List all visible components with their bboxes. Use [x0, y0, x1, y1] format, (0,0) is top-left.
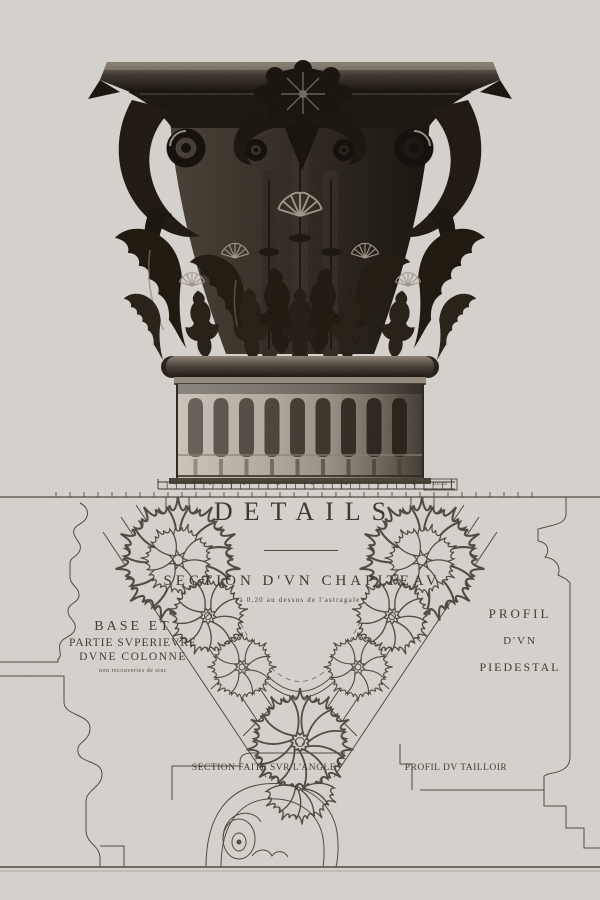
left-caption-line2: PARTIE SVPERIEVRE — [68, 637, 198, 649]
left-caption-note: non recouvertes de stuc — [99, 668, 167, 674]
ruler-numeral: 8 — [412, 482, 416, 487]
section-note: à 0,20 au dessus de l'astragale — [239, 596, 361, 604]
left-caption-line3: DVNE COLONNE — [79, 651, 187, 663]
bottom-left-caption: SECTION FAITE SVR L'ANGLE — [191, 763, 337, 773]
ruler-numeral: 1 — [174, 482, 178, 487]
right-caption-line2: D'VN — [503, 635, 537, 647]
ruler-numeral: 7 — [378, 482, 382, 487]
bottom-right-caption: PROFIL DV TAILLOIR — [404, 763, 508, 773]
ruler-numeral: 5 — [310, 482, 314, 487]
plate-title: DETAILS — [213, 497, 398, 526]
ruler-numeral: 2 — [208, 482, 212, 487]
left-caption-line1: BASE ET — [94, 619, 172, 634]
ruler-scale-note: 0,6725 — [433, 481, 448, 486]
ruler-numeral: 6 — [344, 482, 348, 487]
ruler-numeral: 4 — [276, 482, 280, 487]
right-caption-line3: PIEDESTAL — [479, 660, 561, 674]
right-caption — [452, 606, 588, 675]
section-title: SECTION D'VN CHAPITEAV — [163, 573, 441, 589]
left-caption — [30, 619, 236, 674]
title-divider — [264, 550, 338, 551]
ruler-numeral: 3 — [242, 482, 246, 487]
right-caption-line1: PROFIL — [488, 606, 552, 621]
